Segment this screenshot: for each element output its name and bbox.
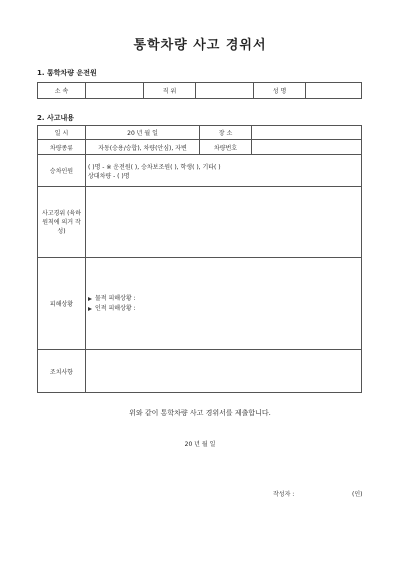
property-damage-item (88, 294, 359, 304)
name-field[interactable] (306, 83, 362, 99)
position-field[interactable] (196, 83, 254, 99)
opponent-line: 상대차량 - ( )명 (88, 172, 130, 180)
details-field[interactable] (86, 187, 362, 258)
vehicle-number-label: 차량번호 (200, 140, 252, 155)
action-field[interactable] (86, 350, 362, 393)
accident-table (37, 125, 362, 393)
personal-damage-item (88, 304, 359, 314)
vehicle-type-field[interactable]: 자동(승용/승합), 차량(안심), 자변 (86, 140, 200, 155)
occupants-line: ( )명 - ※ 운전원( ), 승차보조원( ), 학생( ), 기타( ) (88, 163, 221, 171)
action-label: 조치사항 (38, 350, 86, 393)
triangle-bullet-icon (88, 307, 92, 311)
section-heading-accident: 2. 사고내용 (37, 114, 75, 122)
damage-label: 피해상황 (38, 258, 86, 350)
section-heading-driver: 1. 통학차량 운전원 (37, 69, 97, 77)
vehicle-number-field[interactable] (252, 140, 362, 155)
property-damage-label: 물적 피해상황 : (95, 294, 136, 302)
submit-date[interactable]: 20 년 월 일 (184, 441, 216, 448)
triangle-bullet-icon (88, 297, 92, 301)
personal-damage-label: 인적 피해상황 : (95, 304, 136, 312)
details-label: 사고경위 (육하원칙에 의거 작성) (38, 187, 86, 258)
date-field[interactable]: 20 년 월 일 (86, 126, 200, 140)
page-title: 통학차량 사고 경위서 (133, 38, 267, 53)
author-label: 작성자 : (273, 491, 295, 498)
date-label: 일 시 (38, 126, 86, 140)
submit-statement: 위와 같이 통학차량 사고 경위서를 제출합니다. (129, 409, 271, 417)
seal-label: (인) (352, 491, 363, 498)
position-label: 직 위 (144, 83, 196, 99)
name-label: 성 명 (254, 83, 306, 99)
driver-table (37, 82, 362, 99)
place-field[interactable] (252, 126, 362, 140)
place-label: 장 소 (200, 126, 252, 140)
occupants-label: 승차인원 (38, 155, 86, 187)
affiliation-label: 소 속 (38, 83, 86, 99)
occupants-field[interactable] (86, 155, 362, 187)
vehicle-type-label: 차량종류 (38, 140, 86, 155)
affiliation-field[interactable] (86, 83, 144, 99)
damage-field[interactable] (86, 258, 362, 350)
